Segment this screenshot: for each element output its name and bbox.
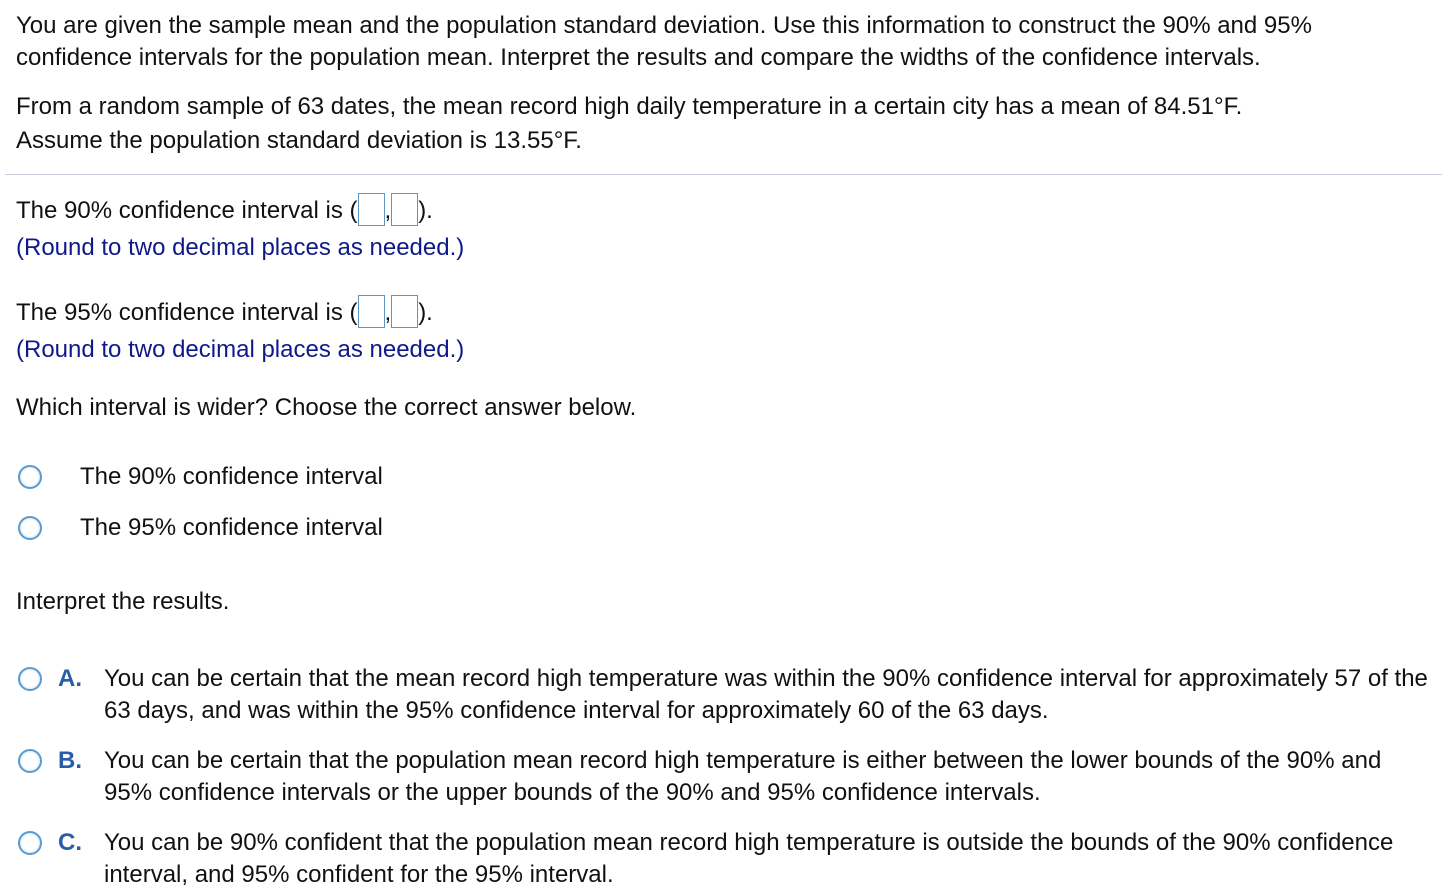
radio-button-icon[interactable]: [18, 749, 42, 773]
problem-line-1: From a random sample of 63 dates, the mean record high daily temperature in a certain city has a mean of 84.51°F.: [16, 93, 1243, 120]
problem-statement: [16, 90, 1431, 158]
ci90-hint: (Round to two decimal places as needed.): [16, 234, 465, 261]
ci90-lower-input[interactable]: [358, 193, 385, 226]
problem-line-2: Assume the population standard deviation is 13.55°F.: [16, 127, 582, 154]
interpret-option-b[interactable]: [18, 745, 1433, 809]
ci95-suffix: ).: [418, 299, 433, 326]
option-c-text: You can be 90% confident that the population mean record high temperature is outside the bounds of the 90% confidence interval, and 95% confident for the 95% interval.: [104, 829, 1394, 888]
option-a-text: You can be certain that the mean record high temperature was within the 90% confidence interval for approximately 57 of the 63 days, and was within the 95% confidence interval for approximately 60 of the 63 days.: [104, 665, 1428, 724]
ci90-upper-input[interactable]: [391, 193, 418, 226]
ci90-prefix: The 90% confidence interval is (: [16, 197, 358, 224]
ci95-row: [16, 295, 433, 329]
ci95-lower-input[interactable]: [358, 295, 385, 328]
ci90-suffix: ).: [418, 197, 433, 224]
wider-option-90-label: The 90% confidence interval: [80, 463, 383, 490]
ci95-upper-input[interactable]: [391, 295, 418, 328]
section-divider: [5, 174, 1442, 175]
wider-question-prompt: Which interval is wider? Choose the correct answer below.: [16, 394, 637, 421]
interpret-prompt: Interpret the results.: [16, 588, 230, 615]
radio-button-icon[interactable]: [18, 667, 42, 691]
ci90-separator: ,: [384, 197, 392, 224]
radio-button-icon[interactable]: [18, 831, 42, 855]
interpret-option-a[interactable]: [18, 663, 1433, 727]
interpret-option-c[interactable]: [18, 827, 1433, 891]
wider-option-95[interactable]: [18, 512, 383, 544]
option-c-letter: C.: [58, 829, 82, 856]
instructions-text: You are given the sample mean and the population standard deviation. Use this information to construct the 90% and 95% confidence intervals for the population mean. Interpret the results and compare the widths of the confidence intervals.: [16, 12, 1312, 71]
wider-option-95-label: The 95% confidence interval: [80, 514, 383, 541]
ci95-prefix: The 95% confidence interval is (: [16, 299, 358, 326]
ci90-row: [16, 193, 433, 227]
option-b-letter: B.: [58, 747, 82, 774]
ci95-hint: (Round to two decimal places as needed.): [16, 336, 465, 363]
question-prompt: [16, 10, 1431, 158]
ci95-separator: ,: [384, 299, 392, 326]
radio-button-icon[interactable]: [18, 516, 42, 540]
option-a-letter: A.: [58, 665, 82, 692]
radio-button-icon[interactable]: [18, 465, 42, 489]
wider-option-90[interactable]: [18, 461, 383, 493]
option-b-text: You can be certain that the population mean record high temperature is either between the lower bounds of the 90% and 95% confidence intervals or the upper bounds of the 90% and 95% confidence intervals.: [104, 747, 1382, 806]
